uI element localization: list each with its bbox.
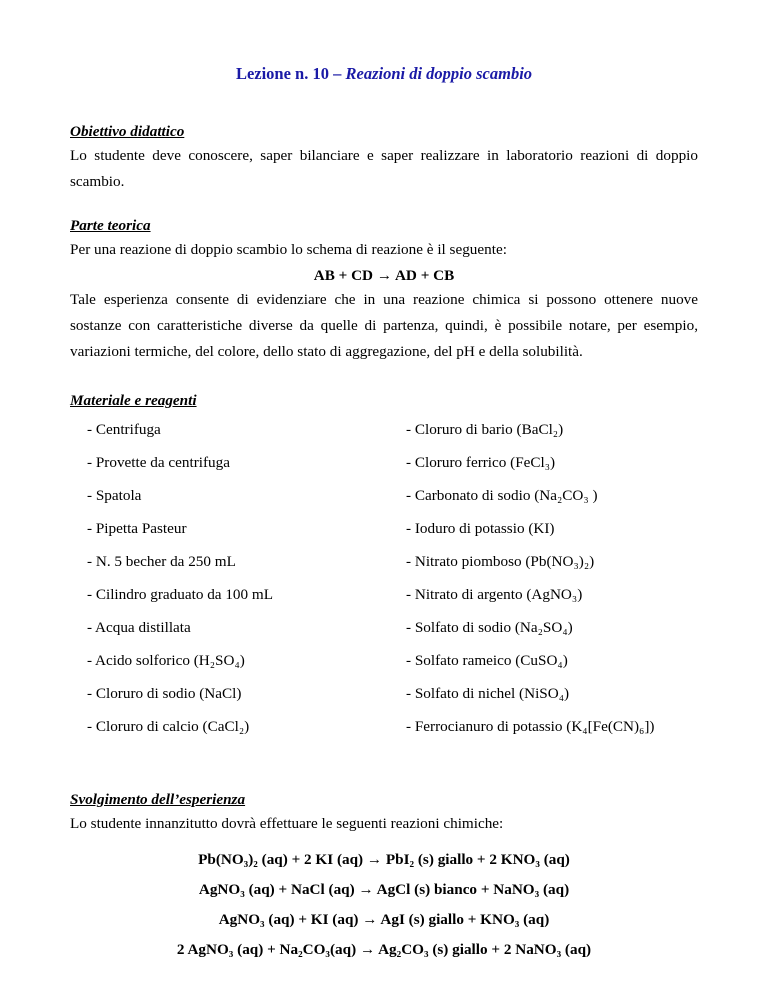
- procedure-intro: Lo studente innanzitutto dovrà effettuare le seguenti reazioni chimiche:: [70, 815, 504, 832]
- procedure-heading: Svolgimento dell’esperienza: [70, 791, 246, 808]
- reagent-item: - Carbonato di sodio (Na₂CO₃ ): [406, 487, 598, 504]
- objective-heading: Obiettivo didattico: [70, 123, 185, 140]
- reagent-item: - Cloruro ferrico (FeCl₃): [406, 454, 556, 471]
- reagent-item: - Solfato di sodio (Na₂SO₄): [406, 619, 573, 636]
- reagent-item: - Cloruro di bario (BaCl₂): [406, 421, 564, 438]
- material-item: - Centrifuga: [87, 421, 161, 438]
- reagent-item: - Solfato rameico (CuSO₄): [406, 652, 568, 669]
- theory-intro: Per una reazione di doppio scambio lo schema di reazione è il seguente:: [70, 241, 507, 258]
- material-item: - Cloruro di calcio (CaCl₂): [87, 718, 250, 735]
- material-item: - Acqua distillata: [87, 619, 191, 636]
- reagent-item: - Ferrocianuro di potassio (K₄[Fe(CN)₆]): [406, 718, 655, 735]
- materials-heading: Materiale e reagenti: [70, 392, 197, 409]
- material-item: - Spatola: [87, 487, 142, 504]
- material-item: - Acido solforico (H₂SO₄): [87, 652, 245, 669]
- objective-text: Lo studente deve conoscere, saper bilanciare e saper realizzare in laboratorio reazioni di doppio scambio.: [70, 147, 698, 190]
- reagent-item: - Ioduro di potassio (KI): [406, 520, 555, 537]
- material-item: - Provette da centrifuga: [87, 454, 230, 471]
- material-item: - Cilindro graduato da 100 mL: [87, 586, 274, 603]
- reaction-equation: 2 AgNO₃ (aq) + Na₂CO₃(aq) → Ag₂CO₃ (s) giallo + 2 NaNO₃ (aq): [176, 941, 592, 958]
- reagent-item: - Nitrato di argento (AgNO₃): [406, 586, 583, 603]
- material-item: - N. 5 becher da 250 mL: [87, 553, 236, 570]
- lesson-title: [0, 64, 768, 84]
- reaction-equation: AgNO₃ (aq) + KI (aq) → AgI (s) giallo + KNO₃ (aq): [218, 911, 550, 928]
- lesson-title-prefix: Lezione n. 10 –: [235, 64, 346, 83]
- material-item: - Cloruro di sodio (NaCl): [87, 685, 242, 702]
- theory-heading: Parte teorica: [70, 217, 151, 234]
- reaction-scheme: AB + CD → AD + CB: [313, 267, 455, 284]
- reagent-item: - Solfato di nichel (NiSO₄): [406, 685, 570, 702]
- reaction-equation: Pb(NO₃)₂ (aq) + 2 KI (aq) → PbI₂ (s) giallo + 2 KNO₃ (aq): [198, 851, 570, 868]
- reagent-item: - Nitrato piomboso (Pb(NO₃)₂): [406, 553, 595, 570]
- reaction-equation: AgNO₃ (aq) + NaCl (aq) → AgCl (s) bianco + NaNO₃ (aq): [198, 881, 570, 898]
- lesson-title-topic: Reazioni di doppio scambio: [345, 64, 533, 83]
- material-item: - Pipetta Pasteur: [87, 520, 187, 537]
- theory-text: Tale esperienza consente di evidenziare che in una reazione chimica si possono ottenere nuove sostanze con caratteristiche diverse da quelle di partenza, quindi, è possibile notare, per esempio, variazioni termiche, del colore, dello stato di aggregazione, del pH e della solubilità.: [70, 291, 698, 360]
